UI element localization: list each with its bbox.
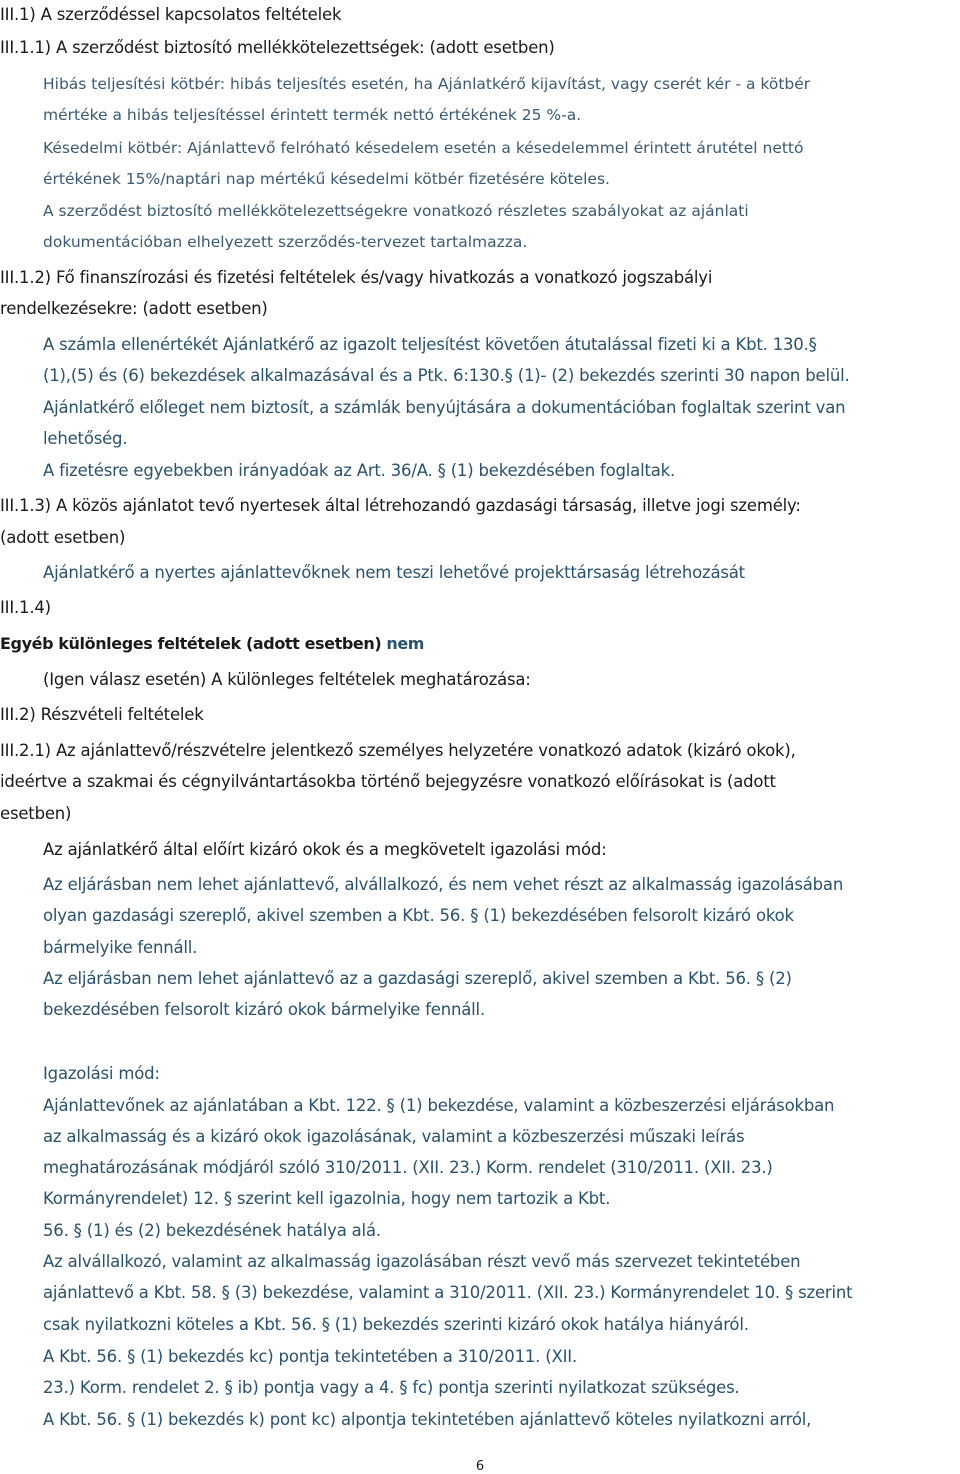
body-line: Ajánlatkérő a nyertes ajánlattevőknek nem teszi lehetővé projekttársaság létrehozását: [43, 563, 745, 582]
body-line: Az eljárásban nem lehet ajánlattevő az a gazdasági szereplő, akivel szemben a Kbt. 56. § (2): [43, 969, 792, 988]
section-heading-3-1-1: III.1.1) A szerződést biztosító mellékkötelezettségek: (adott esetben): [0, 38, 555, 57]
special-conditions-subtitle: (Igen válasz esetén) A különleges feltételek meghatározása:: [43, 670, 531, 689]
verification-label: Igazolási mód:: [43, 1064, 160, 1083]
body-line: 56. § (1) és (2) bekezdésének hatálya alá.: [43, 1221, 381, 1240]
body-line: az alkalmasság és a kizáró okok igazolásának, valamint a közbeszerzési műszaki leírás: [43, 1127, 745, 1146]
body-line: A számla ellenértékét Ajánlatkérő az igazolt teljesítést követően átutalással fizeti ki a Kbt. 130.§: [43, 335, 817, 354]
special-conditions-line: [0, 634, 424, 654]
section-heading-3-2: III.2) Részvételi feltételek: [0, 705, 204, 724]
section-heading-3-1-2: III.1.2) Fő finanszírozási és fizetési feltételek és/vagy hivatkozás a vonatkozó jogszabályi: [0, 268, 713, 287]
body-line: Ajánlattevőnek az ajánlatában a Kbt. 122. § (1) bekezdése, valamint a közbeszerzési eljárásokban: [43, 1096, 835, 1115]
special-conditions-answer: nem: [386, 634, 425, 653]
body-line: 23.) Korm. rendelet 2. § ib) pontja vagy a 4. § fc) pontja szerinti nyilatkozat szükséges.: [43, 1378, 740, 1397]
body-line: A Kbt. 56. § (1) bekezdés k) pont kc) alpontja tekintetében ajánlattevő köteles nyilatkozni arról,: [43, 1410, 812, 1429]
exclusion-subtitle: Az ajánlatkérő által előírt kizáró okok és a megkövetelt igazolási mód:: [43, 840, 607, 859]
special-conditions-label: Egyéb különleges feltételek (adott esetben): [0, 634, 382, 653]
section-heading-3-1: III.1) A szerződéssel kapcsolatos feltételek: [0, 5, 342, 24]
body-line: Hibás teljesítési kötbér: hibás teljesítés esetén, ha Ajánlatkérő kijavítást, vagy cserét kér - a kötbér: [43, 75, 811, 93]
body-line: bekezdésében felsorolt kizáró okok bármelyike fennáll.: [43, 1000, 485, 1019]
body-line: olyan gazdasági szereplő, akivel szemben a Kbt. 56. § (1) bekezdésében felsorolt kizáró okok: [43, 906, 794, 925]
body-line: Késedelmi kötbér: Ajánlattevő felróható késedelem esetén a késedelemmel érintett árutétel nettó: [43, 139, 804, 157]
section-heading-3-1-3: III.1.3) A közös ajánlatot tevő nyertesek által létrehozandó gazdasági társaság, illetve jogi személy:: [0, 496, 801, 515]
body-line: Az eljárásban nem lehet ajánlattevő, alvállalkozó, és nem vehet részt az alkalmasság igazolásában: [43, 875, 844, 894]
section-heading-3-2-1-cont: ideértve a szakmai és cégnyilvántartásokba történő bejegyzésre vonatkozó előírásokat is (adott: [0, 772, 776, 791]
section-heading-3-1-2-cont: rendelkezésekre: (adott esetben): [0, 299, 268, 318]
body-line: mértéke a hibás teljesítéssel érintett termék nettó értékének 25 %-a.: [43, 106, 582, 124]
body-line: ajánlattevő a Kbt. 58. § (3) bekezdése, valamint a 310/2011. (XII. 23.) Kormányrendelet 10. § szerint: [43, 1283, 853, 1302]
section-heading-3-1-3-cont: (adott esetben): [0, 528, 126, 547]
body-line: Ajánlatkérő előleget nem biztosít, a számlák benyújtására a dokumentációban foglaltak szerint van: [43, 398, 846, 417]
body-line: értékének 15%/naptári nap mértékű késedelmi kötbér fizetésére köteles.: [43, 170, 610, 188]
section-heading-3-2-1: III.2.1) Az ajánlattevő/részvételre jelentkező személyes helyzetére vonatkozó adatok (kizáró okok),: [0, 741, 796, 760]
body-line: A szerződést biztosító mellékkötelezettségekre vonatkozó részletes szabályokat az ajánlati: [43, 202, 749, 220]
body-line: meghatározásának módjáról szóló 310/2011. (XII. 23.) Korm. rendelet (310/2011. (XII. 23.): [43, 1158, 773, 1177]
section-heading-3-2-1-cont: esetben): [0, 804, 72, 823]
page-number: 6: [475, 1459, 485, 1474]
body-line: csak nyilatkozni köteles a Kbt. 56. § (1) bekezdés szerinti kizáró okok hatálya hiányáról.: [43, 1315, 749, 1334]
body-line: A Kbt. 56. § (1) bekezdés kc) pontja tekintetében a 310/2011. (XII.: [43, 1347, 577, 1366]
body-line: bármelyike fennáll.: [43, 938, 198, 957]
body-line: lehetőség.: [43, 429, 128, 448]
body-line: Az alvállalkozó, valamint az alkalmasság igazolásában részt vevő más szervezet tekintetében: [43, 1252, 801, 1271]
body-line: dokumentációban elhelyezett szerződés-tervezet tartalmazza.: [43, 233, 528, 251]
body-line: A fizetésre egyebekben irányadóak az Art. 36/A. § (1) bekezdésében foglaltak.: [43, 461, 676, 480]
body-line: (1),(5) és (6) bekezdések alkalmazásával és a Ptk. 6:130.§ (1)- (2) bekezdés szerinti 30 napon belül.: [43, 366, 850, 385]
section-heading-3-1-4: III.1.4): [0, 598, 51, 617]
body-line: Kormányrendelet) 12. § szerint kell igazolnia, hogy nem tartozik a Kbt.: [43, 1189, 611, 1208]
